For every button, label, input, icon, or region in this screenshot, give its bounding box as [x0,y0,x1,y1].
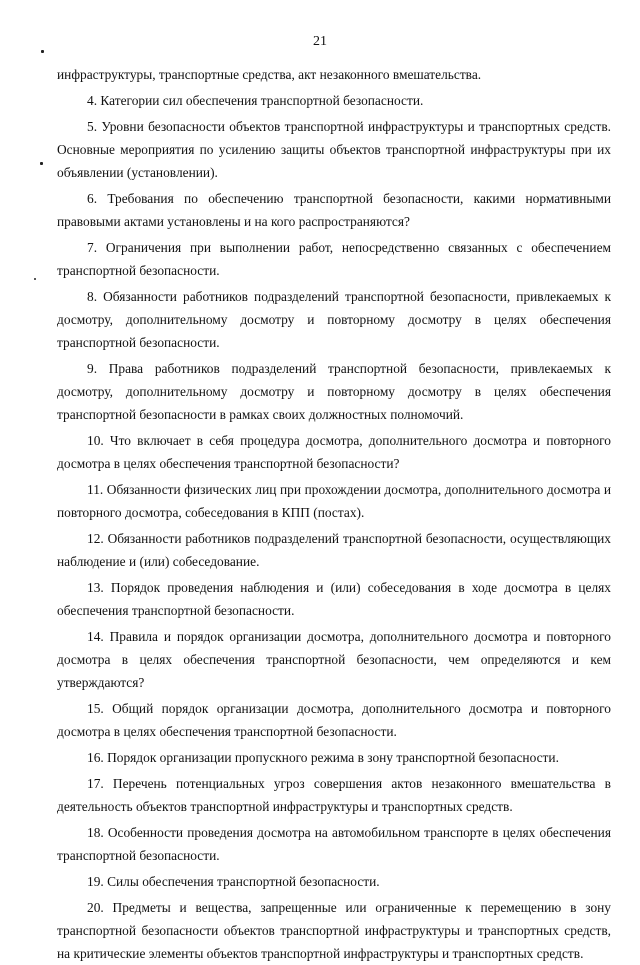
list-item-14: 14. Правила и порядок организации досмотра, дополнительного досмотра и повторного досмотра в целях обеспечения транспортной безопасности, чем определяются и кем утверждаются? [57,629,611,690]
scan-mark [41,50,44,53]
list-item-19: 19. Силы обеспечения транспортной безопасности. [87,874,380,889]
scan-mark [34,278,36,280]
list-item-16: 16. Порядок организации пропускного режима в зону транспортной безопасности. [87,750,559,765]
list-item-12: 12. Обязанности работников подразделений транспортной безопасности, осуществляющих наблюдение и (или) собеседование. [57,531,611,569]
list-item-15: 15. Общий порядок организации досмотра, дополнительного досмотра и повторного досмотра в целях обеспечения транспортной безопасности. [57,701,611,739]
list-item-5: 5. Уровни безопасности объектов транспортной инфраструктуры и транспортных средств. Основные мероприятия по усилению защиты объектов транспортной инфраструктуры при их объявлении (установлении). [57,119,611,180]
list-item-20: 20. Предметы и вещества, запрещенные или ограниченные к перемещению в зону транспортной безопасности объектов транспортной инфраструктуры и транспортных средств, на критические элементы объектов транспортной инфраструктуры и транспортных средств. [57,900,611,961]
list-item-18: 18. Особенности проведения досмотра на автомобильном транспорте в целях обеспечения транспортной безопасности. [57,825,611,863]
list-item-17: 17. Перечень потенциальных угроз совершения актов незаконного вмешательства в деятельность объектов транспортной инфраструктуры и транспортных средств. [57,776,611,814]
page-number: 21 [313,34,327,49]
list-item-10: 10. Что включает в себя процедура досмотра, дополнительного досмотра и повторного досмотра в целях обеспечения транспортной безопасности? [57,433,611,471]
list-item-9: 9. Права работников подразделений транспортной безопасности, привлекаемых к досмотру, дополнительному досмотру и повторному досмотру в целях обеспечения транспортной безопасности в рамках своих должностных полномочий. [57,361,611,422]
list-item-13: 13. Порядок проведения наблюдения и (или) собеседования в ходе досмотра в целях обеспечения транспортной безопасности. [57,580,611,618]
list-item-4: 4. Категории сил обеспечения транспортной безопасности. [87,93,424,108]
list-item-6: 6. Требования по обеспечению транспортной безопасности, какими нормативными правовыми актами установлены и на кого распространяются? [57,191,611,229]
paragraph-continuation: инфраструктуры, транспортные средства, акт незаконного вмешательства. [57,67,482,82]
list-item-8: 8. Обязанности работников подразделений транспортной безопасности, привлекаемых к досмотру, дополнительному досмотру и повторному досмотру в целях обеспечения транспортной безопасности. [57,289,611,350]
list-item-7: 7. Ограничения при выполнении работ, непосредственно связанных с обеспечением транспортной безопасности. [57,240,611,278]
document-body [57,63,611,965]
list-item-11: 11. Обязанности физических лиц при прохождении досмотра, дополнительного досмотра и повторного досмотра, собеседования в КПП (постах). [57,482,611,520]
scan-mark [40,162,43,165]
